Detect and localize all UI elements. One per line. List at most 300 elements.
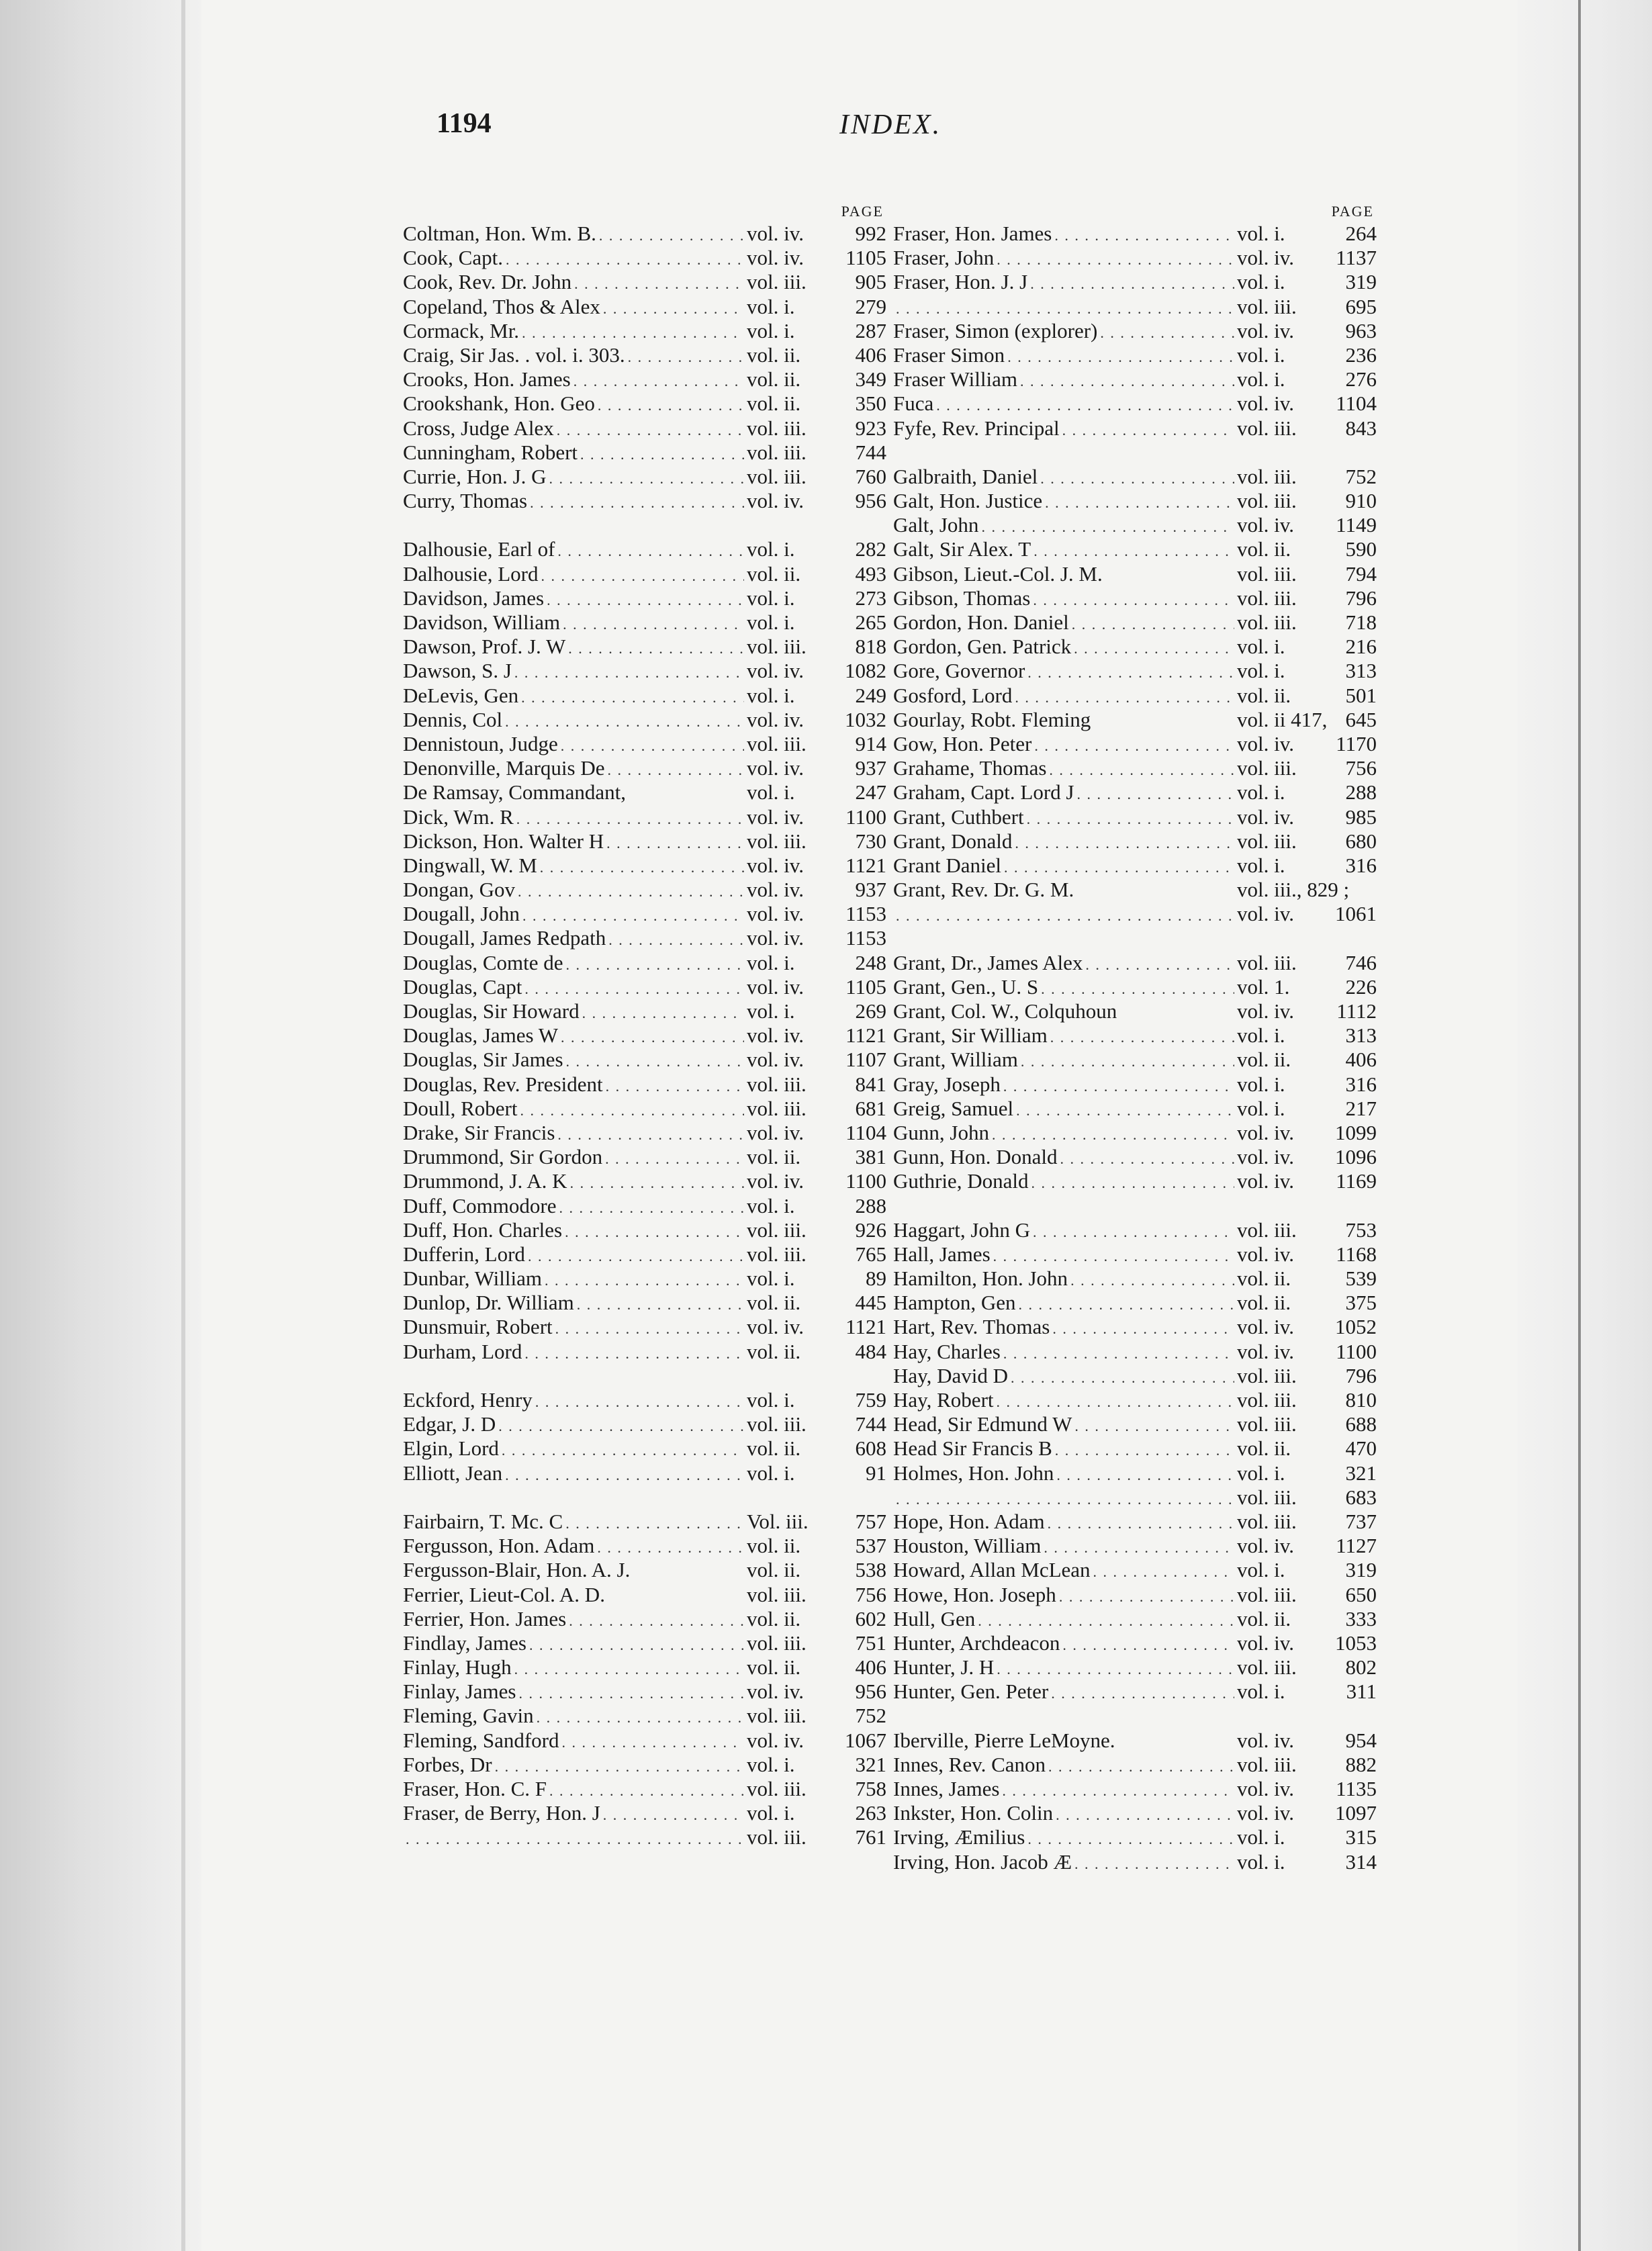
entry-name: Hope, Hon. Adam bbox=[893, 1509, 1045, 1533]
index-entry bbox=[893, 1097, 1377, 1121]
index-group-gap bbox=[893, 1194, 1377, 1218]
index-entry bbox=[893, 222, 1377, 246]
leader-dots bbox=[896, 295, 1234, 321]
entry-page: 757 bbox=[855, 1509, 886, 1533]
leader-dots bbox=[1056, 1801, 1234, 1827]
entry-name: Curry, Thomas bbox=[403, 489, 528, 513]
entry-name: De Ramsay, Commandant, bbox=[403, 780, 627, 805]
entry-volume: vol. ii. bbox=[1237, 1606, 1291, 1630]
leader-dots bbox=[1056, 1461, 1234, 1487]
index-entry bbox=[403, 441, 886, 465]
entry-name: Grant, Sir William bbox=[893, 1023, 1048, 1048]
entry-volume: vol. i. bbox=[747, 1801, 795, 1825]
index-entry bbox=[893, 1412, 1377, 1436]
index-group-gap bbox=[893, 1704, 1377, 1728]
entry-name: Dickson, Hon. Walter H bbox=[403, 829, 604, 853]
leader-dots bbox=[603, 1801, 744, 1827]
leader-dots bbox=[549, 465, 744, 491]
entry-page: 1097 bbox=[1335, 1801, 1377, 1825]
entry-name: Hampton, Gen bbox=[893, 1291, 1016, 1315]
entry-name: Hay, Charles bbox=[893, 1339, 1001, 1363]
index-entry bbox=[403, 1801, 886, 1825]
entry-name: Grahame, Thomas bbox=[893, 756, 1047, 780]
index-entry bbox=[893, 1145, 1377, 1169]
leader-dots bbox=[607, 756, 744, 782]
entry-page: 1100 bbox=[845, 805, 886, 829]
index-entry bbox=[403, 732, 886, 756]
entry-volume: vol. i. bbox=[1237, 1825, 1285, 1849]
entry-name: Graham, Capt. Lord J bbox=[893, 780, 1074, 805]
index-entry bbox=[403, 1388, 886, 1412]
index-entry bbox=[403, 319, 886, 343]
entry-name: Craig, Sir Jas. . vol. i. 303. bbox=[403, 342, 625, 367]
leader-dots bbox=[1045, 489, 1234, 515]
entry-page: 752 bbox=[1345, 464, 1377, 488]
entry-volume: vol. iv. bbox=[747, 1048, 804, 1072]
index-entry bbox=[403, 684, 886, 708]
leader-dots bbox=[1002, 1777, 1234, 1803]
leader-dots bbox=[549, 1777, 744, 1803]
entry-name: Dennistoun, Judge bbox=[403, 731, 558, 755]
entry-volume: vol. iv. bbox=[1237, 1120, 1294, 1144]
entry-name: Davidson, James bbox=[403, 586, 545, 610]
entry-volume: vol. iv. bbox=[747, 926, 804, 950]
entry-name: Dunlop, Dr. William bbox=[403, 1291, 574, 1315]
entry-name: Douglas, Rev. President bbox=[403, 1072, 603, 1096]
entry-page: 992 bbox=[855, 222, 886, 245]
index-entry bbox=[893, 1436, 1377, 1461]
leader-dots bbox=[1074, 635, 1234, 661]
index-entry bbox=[893, 708, 1377, 732]
entry-volume: vol. iii. bbox=[747, 416, 807, 440]
index-entry bbox=[403, 1023, 886, 1048]
entry-page: 759 bbox=[855, 1388, 886, 1412]
entry-volume: vol. iv. bbox=[747, 707, 804, 731]
index-entry bbox=[403, 1315, 886, 1339]
entry-volume: vol. iv. bbox=[747, 1728, 804, 1752]
entry-volume: vol. iii. bbox=[747, 1704, 807, 1728]
entry-name: Galt, John bbox=[893, 513, 979, 537]
index-entry bbox=[893, 1169, 1377, 1193]
entry-page: 758 bbox=[855, 1777, 886, 1800]
leader-dots bbox=[1059, 1583, 1234, 1609]
entry-name: Irving, Æmilius bbox=[893, 1825, 1025, 1849]
entry-page: 760 bbox=[855, 464, 886, 488]
index-entry bbox=[403, 1218, 886, 1242]
entry-volume: vol. iii. bbox=[747, 464, 807, 488]
entry-volume: vol. iii. bbox=[1237, 1218, 1297, 1242]
entry-page: 375 bbox=[1345, 1291, 1377, 1315]
index-entry bbox=[403, 222, 886, 246]
index-entry bbox=[403, 1291, 886, 1315]
index-entry bbox=[893, 1850, 1377, 1874]
entry-volume: vol. i. bbox=[747, 610, 795, 634]
index-entry bbox=[893, 1242, 1377, 1267]
entry-name: Duff, Hon. Charles bbox=[403, 1218, 563, 1242]
index-entry bbox=[893, 684, 1377, 708]
leader-dots bbox=[606, 829, 744, 856]
index-entry bbox=[893, 635, 1377, 659]
entry-name: Fergusson, Hon. Adam bbox=[403, 1534, 595, 1558]
leader-dots bbox=[561, 732, 744, 758]
index-entry bbox=[403, 1121, 886, 1145]
entry-name: Douglas, Sir James bbox=[403, 1048, 563, 1072]
leader-dots bbox=[502, 1436, 744, 1463]
index-entry bbox=[893, 1607, 1377, 1631]
entry-name: Grant, Rev. Dr. G. M. bbox=[893, 878, 1074, 902]
entry-name: Cormack, Mr. bbox=[403, 318, 520, 342]
entry-volume: vol. i. bbox=[747, 950, 795, 974]
entry-volume: vol. iii. bbox=[1237, 829, 1297, 853]
index-entry bbox=[893, 756, 1377, 780]
entry-page: 1104 bbox=[1336, 392, 1377, 416]
leader-dots bbox=[582, 999, 744, 1025]
entry-page: 602 bbox=[855, 1606, 886, 1630]
entry-page: 765 bbox=[855, 1242, 886, 1266]
index-entry bbox=[403, 659, 886, 683]
entry-page: 650 bbox=[1345, 1582, 1377, 1606]
entry-name: Fraser, Hon. J. J bbox=[893, 270, 1028, 294]
entry-volume: vol. i. bbox=[1237, 270, 1285, 294]
entry-volume: vol. iii. bbox=[1237, 1752, 1297, 1776]
leader-dots bbox=[1070, 1267, 1234, 1293]
entry-page: 321 bbox=[855, 1752, 886, 1776]
entry-name: Copeland, Thos & Alex bbox=[403, 294, 600, 318]
leader-dots bbox=[997, 1655, 1234, 1682]
index-entry bbox=[893, 854, 1377, 878]
entry-volume: vol. iii. bbox=[1237, 489, 1297, 513]
index-entry bbox=[403, 465, 886, 489]
entry-name: Grant, Cuthbert bbox=[893, 805, 1024, 829]
index-entry bbox=[403, 756, 886, 780]
index-entry bbox=[893, 1753, 1377, 1777]
leader-dots bbox=[561, 1023, 744, 1050]
leader-dots bbox=[569, 1607, 744, 1633]
leader-dots bbox=[505, 1461, 744, 1487]
entry-name: Fraser, John bbox=[893, 246, 995, 270]
index-entry bbox=[403, 1510, 886, 1534]
leader-dots bbox=[514, 659, 744, 685]
entry-page: 794 bbox=[1345, 561, 1377, 586]
index-entry bbox=[403, 1534, 886, 1558]
leader-dots bbox=[608, 926, 744, 952]
entry-name: Dick, Wm. R bbox=[403, 805, 514, 829]
entry-volume: vol. iii. bbox=[1237, 1509, 1297, 1533]
entry-page: 273 bbox=[855, 586, 886, 610]
leader-dots bbox=[978, 1607, 1234, 1633]
leader-dots bbox=[537, 1704, 744, 1730]
leader-dots bbox=[528, 1242, 744, 1269]
leader-dots bbox=[1050, 1023, 1234, 1050]
entry-page: 249 bbox=[855, 683, 886, 707]
entry-volume: vol. iv. bbox=[1237, 1534, 1294, 1558]
index-entry bbox=[893, 1825, 1377, 1849]
index-entry bbox=[893, 1729, 1377, 1753]
entry-name: Grant, William bbox=[893, 1048, 1018, 1072]
entry-name: Fraser, Simon (explorer) bbox=[893, 318, 1098, 342]
entry-volume: vol. iii., 829 ; bbox=[1237, 878, 1350, 902]
leader-dots bbox=[599, 222, 744, 248]
entry-volume: vol. iv. bbox=[747, 1120, 804, 1144]
entry-name: Elgin, Lord bbox=[403, 1436, 499, 1461]
leader-dots bbox=[495, 1753, 744, 1779]
entry-name: Fergusson-Blair, Hon. A. J. bbox=[403, 1558, 631, 1582]
entry-volume: vol. ii. bbox=[1237, 1267, 1291, 1291]
leader-dots bbox=[406, 1825, 744, 1851]
index-entry bbox=[403, 1680, 886, 1704]
index-entry bbox=[893, 1680, 1377, 1704]
entry-page: 1135 bbox=[1336, 1777, 1377, 1800]
entry-page: 744 bbox=[855, 1412, 886, 1436]
running-title: INDEX. bbox=[839, 109, 942, 140]
entry-volume: vol. ii. bbox=[747, 1655, 801, 1680]
index-entry bbox=[403, 1436, 886, 1461]
entry-page: 683 bbox=[1345, 1485, 1377, 1509]
entry-volume: vol. i. bbox=[1237, 780, 1285, 805]
entry-volume: vol. iv. bbox=[747, 489, 804, 513]
index-entry bbox=[893, 246, 1377, 270]
entry-name: Guthrie, Donald bbox=[893, 1169, 1029, 1193]
leader-dots bbox=[498, 1412, 744, 1438]
entry-page: 882 bbox=[1345, 1752, 1377, 1776]
entry-volume: vol. i. bbox=[1237, 222, 1285, 245]
entry-volume: vol. iii. bbox=[747, 1582, 807, 1606]
index-entry bbox=[403, 367, 886, 392]
leader-dots bbox=[1027, 1825, 1234, 1851]
index-entry bbox=[403, 1340, 886, 1364]
index-entry bbox=[893, 465, 1377, 489]
index-entry bbox=[893, 1218, 1377, 1242]
entry-volume: vol. iii. bbox=[1237, 1655, 1297, 1680]
index-entry bbox=[893, 1267, 1377, 1291]
entry-volume: vol. iv. bbox=[1237, 1339, 1294, 1363]
leader-dots bbox=[1055, 1436, 1234, 1463]
entry-page: 1032 bbox=[845, 707, 886, 731]
entry-name: Gourlay, Robt. Fleming bbox=[893, 707, 1091, 731]
entry-page: 247 bbox=[855, 780, 886, 805]
entry-page: 1170 bbox=[1336, 731, 1377, 755]
entry-page: 501 bbox=[1345, 683, 1377, 707]
entry-page: 963 bbox=[1345, 318, 1377, 342]
index-entry bbox=[403, 1048, 886, 1072]
entry-volume: vol. iii. bbox=[1237, 561, 1297, 586]
index-entry bbox=[893, 513, 1377, 537]
index-group-gap bbox=[893, 926, 1377, 950]
entry-volume: vol. iv. bbox=[747, 1023, 804, 1048]
entry-volume: vol. iii. bbox=[1237, 294, 1297, 318]
entry-name: Hunter, Gen. Peter bbox=[893, 1680, 1049, 1704]
entry-page: 730 bbox=[855, 829, 886, 853]
index-entry bbox=[403, 1777, 886, 1801]
entry-page: 1121 bbox=[845, 1023, 886, 1048]
entry-name: Fairbairn, T. Mc. C bbox=[403, 1509, 563, 1533]
entry-volume: vol. i. bbox=[1237, 1461, 1285, 1485]
index-entry bbox=[893, 489, 1377, 513]
entry-name: Duff, Commodore bbox=[403, 1193, 557, 1218]
leader-dots bbox=[1021, 1048, 1234, 1074]
page-column-label: PAGE bbox=[1331, 203, 1374, 220]
entry-name: Dougall, John bbox=[403, 902, 520, 926]
entry-volume: vol. i. bbox=[1237, 1096, 1285, 1120]
page-header bbox=[376, 101, 1383, 175]
entry-name: Gordon, Gen. Patrick bbox=[893, 635, 1072, 659]
index-entry bbox=[403, 1461, 886, 1485]
entry-volume: vol. iv. bbox=[747, 1169, 804, 1193]
leader-dots bbox=[518, 1680, 744, 1706]
entry-page: 316 bbox=[1345, 853, 1377, 877]
leader-dots bbox=[598, 392, 744, 418]
entry-name: Edgar, J. D bbox=[403, 1412, 496, 1436]
entry-name: Grant, Col. W., Colquhoun bbox=[893, 999, 1117, 1023]
entry-volume: vol. i. bbox=[1237, 367, 1285, 392]
entry-page: 1099 bbox=[1335, 1120, 1377, 1144]
entry-name: Gore, Governor bbox=[893, 659, 1025, 683]
entry-name: Hay, Robert bbox=[893, 1388, 994, 1412]
entry-page: 276 bbox=[1345, 367, 1377, 392]
entry-page: 1105 bbox=[845, 246, 886, 270]
index-entry bbox=[403, 951, 886, 975]
leader-dots bbox=[1007, 343, 1234, 369]
entry-volume: vol. iii. bbox=[1237, 586, 1297, 610]
entry-name: Drummond, J. A. K bbox=[403, 1169, 567, 1193]
entry-page: 381 bbox=[855, 1145, 886, 1169]
entry-page: 539 bbox=[1345, 1267, 1377, 1291]
entry-volume: vol. iv. bbox=[1237, 1169, 1294, 1193]
entry-page: 313 bbox=[1345, 1023, 1377, 1048]
index-entry bbox=[403, 1753, 886, 1777]
entry-name: Drake, Sir Francis bbox=[403, 1120, 555, 1144]
entry-page: 537 bbox=[855, 1534, 886, 1558]
index-entry bbox=[893, 392, 1377, 416]
index-entry bbox=[403, 1267, 886, 1291]
leader-dots bbox=[1030, 270, 1234, 296]
entry-page: 761 bbox=[855, 1825, 886, 1849]
entry-page: 737 bbox=[1345, 1509, 1377, 1533]
entry-volume: vol. i. bbox=[747, 1193, 795, 1218]
leader-dots bbox=[580, 441, 744, 467]
leader-dots bbox=[1040, 465, 1234, 491]
entry-volume: vol. ii. bbox=[1237, 1291, 1291, 1315]
index-entry bbox=[893, 1801, 1377, 1825]
entry-volume: vol. iv. bbox=[747, 853, 804, 877]
index-entry bbox=[893, 1777, 1377, 1801]
entry-volume: vol. iv. bbox=[1237, 805, 1294, 829]
index-entry bbox=[893, 780, 1377, 805]
entry-volume: vol. iii. bbox=[1237, 464, 1297, 488]
index-entry bbox=[403, 562, 886, 586]
entry-volume: vol. iii. bbox=[1237, 950, 1297, 974]
entry-page: 985 bbox=[1345, 805, 1377, 829]
entry-volume: vol. i. bbox=[1237, 853, 1285, 877]
index-entry bbox=[403, 1194, 886, 1218]
entry-page: 279 bbox=[855, 294, 886, 318]
entry-page: 1127 bbox=[1336, 1534, 1377, 1558]
entry-name: Hay, David D bbox=[893, 1363, 1009, 1387]
entry-volume: vol. ii. bbox=[747, 1534, 801, 1558]
entry-name: Fraser William bbox=[893, 367, 1018, 392]
entry-page: 914 bbox=[855, 731, 886, 755]
entry-page: 926 bbox=[855, 1218, 886, 1242]
leader-dots bbox=[1003, 1072, 1234, 1099]
index-column-right bbox=[893, 201, 1377, 1874]
index-entry bbox=[893, 1072, 1377, 1097]
entry-name: Haggart, John G bbox=[893, 1218, 1031, 1242]
entry-page: 923 bbox=[855, 416, 886, 440]
index-entry bbox=[893, 999, 1377, 1023]
entry-name: Fleming, Gavin bbox=[403, 1704, 534, 1728]
leader-dots bbox=[1076, 780, 1234, 807]
index-entry bbox=[403, 1631, 886, 1655]
entry-volume: vol. iv. bbox=[747, 246, 804, 270]
entry-name: Inkster, Hon. Colin bbox=[893, 1801, 1054, 1825]
entry-name: Dennis, Col bbox=[403, 707, 503, 731]
entry-volume: vol. i. bbox=[747, 537, 795, 561]
index-entry bbox=[893, 1121, 1377, 1145]
entry-name: Galt, Sir Alex. T bbox=[893, 537, 1031, 561]
entry-volume: vol. iv. bbox=[1237, 1315, 1294, 1339]
leader-dots bbox=[993, 1242, 1234, 1269]
index-entry bbox=[403, 805, 886, 829]
entry-volume: vol. iv. bbox=[1237, 513, 1294, 537]
entry-page: 406 bbox=[1345, 1048, 1377, 1072]
entry-name: Gunn, Hon. Donald bbox=[893, 1145, 1058, 1169]
leader-dots bbox=[981, 513, 1234, 539]
entry-name: DeLevis, Gen bbox=[403, 683, 519, 707]
index-entry bbox=[403, 1097, 886, 1121]
entry-volume: vol. ii. bbox=[747, 1291, 801, 1315]
entry-name: Dufferin, Lord bbox=[403, 1242, 525, 1266]
leader-dots bbox=[566, 951, 745, 977]
entry-page: 226 bbox=[1345, 974, 1377, 999]
leader-dots bbox=[1016, 1097, 1234, 1123]
index-entry bbox=[893, 1340, 1377, 1364]
entry-volume: vol. ii. bbox=[747, 1436, 801, 1461]
leader-dots bbox=[1074, 1412, 1234, 1438]
leader-dots bbox=[1062, 416, 1234, 443]
index-entry bbox=[893, 343, 1377, 367]
index-entry bbox=[403, 586, 886, 610]
entry-page: 406 bbox=[855, 342, 886, 367]
page-column-label: PAGE bbox=[841, 203, 884, 220]
entry-page: 350 bbox=[855, 392, 886, 416]
entry-page: 645 bbox=[1345, 707, 1377, 731]
entry-page: 470 bbox=[1345, 1436, 1377, 1461]
entry-page: 287 bbox=[855, 318, 886, 342]
leader-dots bbox=[529, 1631, 744, 1657]
entry-name: Innes, Rev. Canon bbox=[893, 1752, 1046, 1776]
entry-volume: vol. iv. bbox=[747, 1680, 804, 1704]
index-entry bbox=[893, 1461, 1377, 1485]
index-entry bbox=[403, 270, 886, 294]
entry-name: Hall, James bbox=[893, 1242, 991, 1266]
entry-volume: vol. i. bbox=[747, 1267, 795, 1291]
leader-dots bbox=[597, 1534, 744, 1560]
leader-dots bbox=[506, 246, 744, 272]
entry-page: 841 bbox=[855, 1072, 886, 1096]
entry-name: Hart, Rev. Thomas bbox=[893, 1315, 1050, 1339]
entry-name: Galbraith, Daniel bbox=[893, 464, 1038, 488]
index-entry bbox=[403, 902, 886, 926]
entry-volume: vol. i. bbox=[1237, 342, 1285, 367]
entry-volume: vol. i. bbox=[1237, 1849, 1285, 1874]
entry-name: Douglas, Capt bbox=[403, 974, 522, 999]
index-entry bbox=[403, 878, 886, 902]
leader-dots bbox=[518, 878, 744, 904]
entry-volume: vol. iv. bbox=[747, 659, 804, 683]
index-entry bbox=[403, 1825, 886, 1849]
entry-page: 1168 bbox=[1336, 1242, 1377, 1266]
index-entry bbox=[893, 1315, 1377, 1339]
